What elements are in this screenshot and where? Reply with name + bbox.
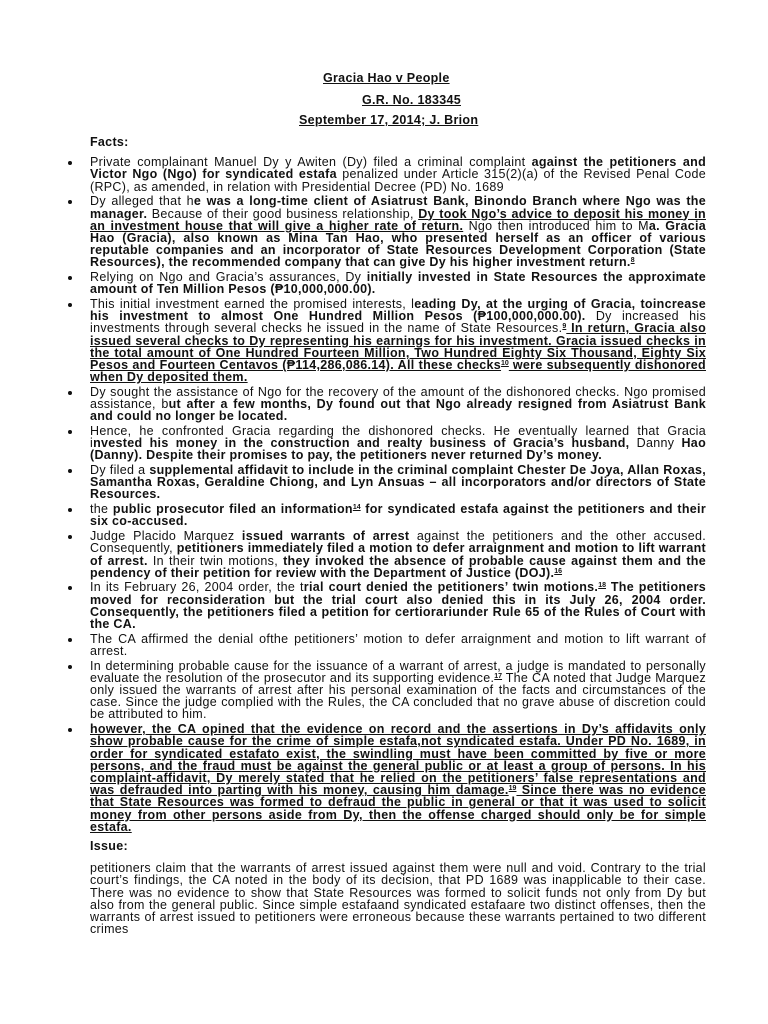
fact-item: [90, 298, 706, 383]
fact-text: The CA noted that Judge Marquez only issued the warrants of arrest after his personal examination of the facts and circumstances of the case. Since the judge complied with the Rules, the CA concluded that no grave abuse of discretion could be attributed to him.: [90, 670, 706, 722]
fact-text: The CA affirmed the denial ofthe petitioners’ motion to defer arraignment and motion to lift warrant of arrest.: [90, 631, 706, 658]
case-title: Gracia Hao v People: [323, 71, 450, 85]
decision-date-ponente: September 17, 2014; J. Brion: [299, 113, 479, 127]
fact-item: [90, 723, 706, 833]
fact-text: Dy sought the assistance of Ngo for the recovery of the amount of the dishonored checks. Ngo promised assistance, b: [90, 384, 706, 412]
fact-text: Dy filed a: [90, 463, 150, 478]
fact-text: This initial investment earned the promised interests, l: [90, 296, 415, 311]
footnote-ref[interactable]: 10: [501, 359, 509, 367]
fact-text: In determining probable cause for the issuance of a warrant of arrest, a judge is mandated to personally evaluate the resolution of the prosecutor and its supporting evidence.: [90, 658, 706, 685]
fact-text: Danny: [629, 436, 682, 451]
fact-text: Relying on Ngo and Gracia’s assurances, Dy: [90, 270, 367, 285]
fact-text-bold: issued warrants of arrest: [241, 529, 410, 544]
fact-text-bold-underlined: Dy took Ngo’s advice to deposit his money in an investment house that will give a higher rate of return.: [90, 206, 706, 233]
fact-text-bold: against the petitioners and Victor Ngo (Ngo) for syndicated estafa: [90, 155, 707, 182]
issue-heading: Issue:: [90, 838, 128, 853]
fact-text: In its February 26, 2004 order, the t: [90, 580, 304, 595]
fact-item: [90, 633, 706, 657]
fact-text-bold-underlined: were subsequently dishonored when Dy deposited them.: [90, 357, 706, 385]
fact-item: [90, 425, 706, 462]
fact-text-bold: e was a long-time client of Asiatrust Bank, Binondo Branch where Ngo was the manager.: [90, 194, 706, 221]
facts-list: [90, 156, 706, 833]
fact-item: [90, 581, 706, 630]
fact-text-bold: nvested his money in the construction and realty business of Gracia’s husband,: [93, 436, 630, 451]
footnote-ref[interactable]: 14: [352, 504, 361, 512]
fact-text: In their twin motions,: [147, 553, 284, 568]
fact-text: against the petitioners and the other accused. Consequently,: [90, 529, 706, 556]
gr-number: G.R. No. 183345: [362, 93, 461, 107]
document-body: [90, 136, 706, 935]
fact-item: [90, 503, 706, 527]
fact-text-bold: eading Dy, at the urging of Gracia, toincrease his investment to almost One Hundred Million Pesos (₱100,000,000.00).: [90, 296, 706, 324]
footnote-ref[interactable]: 9: [562, 323, 567, 331]
fact-text: Hence, he confronted Gracia regarding the dishonored checks. He eventually learned that Gracia i: [90, 423, 706, 451]
fact-item: [90, 195, 706, 268]
fact-text-bold: Hao (Danny). Despite their promises to pay, the petitioners never returned Dy’s money.: [90, 436, 706, 463]
footnote-ref[interactable]: 8: [630, 257, 635, 265]
footnote-ref[interactable]: 16: [554, 567, 563, 575]
fact-text-bold: they invoked the absence of probable cause against them and the pendency of their petition for review with the Department of Justice (DOJ).: [90, 553, 706, 580]
footnote-ref[interactable]: 19: [508, 785, 517, 793]
facts-heading: Facts:: [90, 135, 129, 149]
fact-text: Because of their good business relationship,: [147, 206, 419, 221]
fact-text-bold: rial court denied the petitioners’ twin motions.: [303, 580, 599, 595]
fact-item: [90, 271, 706, 295]
fact-item: [90, 386, 706, 423]
fact-text: Dy increased his investments through several checks he issued in the name of State Resources.: [90, 309, 706, 336]
fact-text-bold-underlined: however, the CA opined that the evidence on record and the assertions in Dy’s affidavits only show probable cause for the crime of simple estafa,not syndicated estafa. Under PD No. 1689, in order for syndicated estafato exist, the swindling must have been committed by five or more persons, and the fraud must be against the general public or at least a group of persons. In his complaint-affidavit, Dy merely stated that he relied on the petitioners’ false representations and was defrauded into parting with his money, causing him damage.: [90, 722, 706, 798]
fact-text-bold-underlined: Since there was no evidence that State Resources was formed to defraud the public in general or that it was used to solicit money from other persons aside from Dy, then the offense charged should only be for simple estafa.: [90, 783, 706, 834]
fact-text-bold: a. Gracia Hao (Gracia), also known as Mina Tan Hao, who presented herself as an officer of various reputable companies and an incorporator of State Resources Development Corporation (State Resources), the recommended company that can give Dy his higher investment return.: [90, 218, 706, 270]
fact-text-bold: supplemental affidavit to include in the criminal complaint Chester De Joya, Allan Roxas, Samantha Roxas, Geraldine Chiong, and Lyn Ansuas – all incorporators and/or directors of State Resources.: [90, 463, 706, 502]
fact-text: Dy alleged that h: [90, 194, 194, 209]
fact-item: [90, 156, 706, 193]
fact-text-bold: ut after a few months, Dy found out that Ngo already resigned from Asiatrust Bank and could no longer be located.: [90, 397, 707, 424]
footnote-ref[interactable]: 18: [598, 582, 606, 590]
fact-text-bold: for syndicated estafa against the petitioners and their six co-accused.: [90, 502, 706, 529]
fact-text-bold-underlined: In return, Gracia also issued several checks to Dy representing his earnings for his investment. Gracia issued checks in the total amount of One Hundred Fourteen Million, Two Hundred Eighty Six Thousand, Eighty Six Pesos and Fourteen Centavos (₱114,286,086.14). All these checks: [90, 321, 707, 372]
fact-text: Ngo then introduced him to M: [463, 218, 649, 233]
fact-text-bold: petitioners immediately filed a motion to defer arraignment and motion to lift warrant of arrest.: [90, 541, 706, 568]
fact-text: penalized under Article 315(2)(a) of the Revised Penal Code (RPC), as amended, in relation with Presidential Decree (PD) No. 1689: [90, 167, 706, 194]
fact-item: [90, 530, 706, 579]
fact-item: [90, 464, 706, 501]
fact-item: [90, 660, 706, 721]
fact-text-bold: The petitioners moved for reconsideration but the trial court also denied this in its July 26, 2004 order. Consequently, the petitioners filed a petition for certiorariunder Rule 65 of the Rules of Court with the CA.: [90, 580, 706, 632]
fact-text-bold: initially invested in State Resources the approximate amount of Ten Million Pesos (₱10,000,000.00).: [90, 270, 706, 297]
fact-text: the: [90, 502, 113, 517]
fact-text: Judge Placido Marquez: [90, 529, 242, 544]
fact-text-bold: public prosecutor filed an information: [112, 502, 353, 517]
issue-paragraph: petitioners claim that the warrants of arrest issued against them were null and void. Contrary to the trial court’s findings, the CA noted in the body of its decision, that PD 1689 was inapplicable to their case. There was no evidence to show that State Resources was formed to solicit funds not only from Dy but also from the general public. Since simple estafaand syndicated estafaare two distinct offenses, then the warrants of arrest issued to petitioners were erroneous because these warrants pertained to two different crimes: [90, 861, 706, 937]
footnote-ref[interactable]: 17: [494, 672, 503, 680]
fact-text: Private complainant Manuel Dy y Awiten (Dy) filed a criminal complaint: [90, 155, 532, 170]
